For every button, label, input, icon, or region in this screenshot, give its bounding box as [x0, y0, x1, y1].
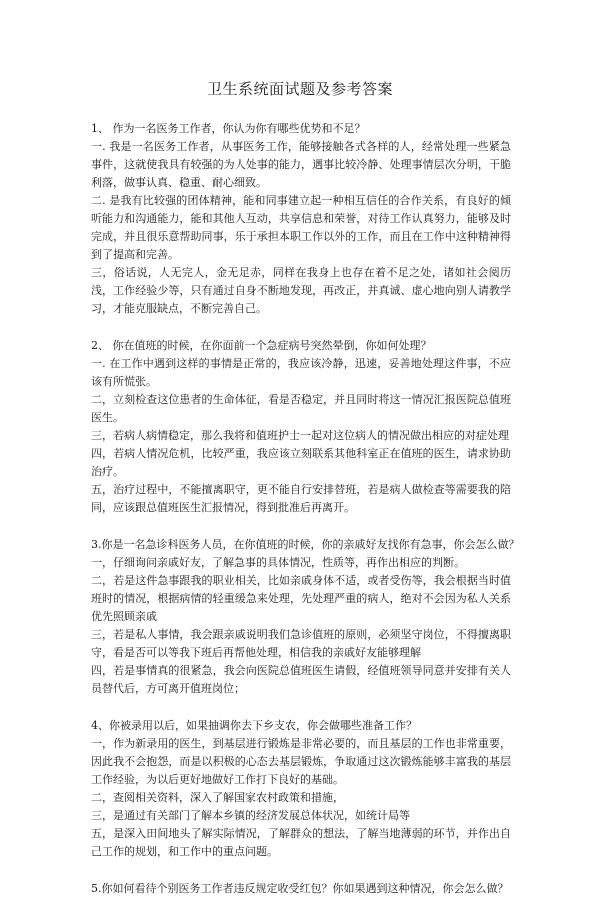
answer-paragraph: 三，俗话说，人无完人，金无足赤，同样在我身上也存在着不足之处，诸如社会阅历浅，工作经验少等，只有通过自身不断地发现，再改正，并真诚、虚心地向别人请教学习，才能克服缺点，不断完善自己。 — [91, 266, 511, 315]
document-title: 卫生系统面试题及参考答案 — [206, 80, 393, 98]
qa-section-3 — [91, 536, 520, 698]
answer-paragraph: 二，立刻检查这位患者的生命体征，看是否稳定，并且同时将这一情况汇报医院总值班医生。 — [91, 393, 511, 424]
answer-paragraph: 一，仔细询问亲戚好友，了解急事的具体情况，性质等，再作出相应的判断。 — [91, 556, 465, 569]
answer-paragraph: 一. 我是一名医务工作者，从事医务工作，能够接触各式各样的人，经常处理一些紧急事件，这就使我具有较强的为人处事的能力，遇事比较冷静、处理事情层次分明，干脆利落，做事认真、稳重、耐心细致。 — [91, 140, 511, 189]
qa-section-2 — [91, 337, 511, 517]
document-body — [91, 120, 520, 917]
answer-paragraph: 四，若是事情真的很紧急，我会向医院总值班医生请假，经值班领导同意并安排有关人员替代后，方可离开值班岗位； — [91, 664, 511, 695]
answer-paragraph: 三，是通过有关部门了解本乡镇的经济发展总体状况，如统计局等 — [91, 809, 410, 822]
answer-paragraph: 一. 在工作中遇到这样的事情是正常的，我应该冷静，迅速，妥善地处理这件事，不应该有所慌张。 — [91, 357, 511, 388]
question-5: 5.你如何看待个别医务工作者违反规定收受红包？你如果遇到这种情况，你会怎么做？ — [91, 882, 509, 895]
answer-paragraph: 五，是深入田间地头了解实际情况，了解群众的想法，了解当地薄弱的环节，并作出自己工作的规划，和工作中的重点问题。 — [91, 827, 511, 858]
qa-section-4 — [91, 717, 511, 861]
question-3: 3.你是一名急诊科医务人员，在你值班的时候，你的亲戚好友找你有急事，你会怎么做？ — [91, 538, 520, 551]
answer-paragraph: 二，若是这件急事跟我的职业相关，比如亲戚身体不适，或者受伤等，我会根据当时值班时的情况，根据病情的轻重缓急来处理，先处理严重的病人，绝对不会因为私人关系优先照顾亲戚 — [91, 574, 511, 623]
question-4: 4、你被录用以后，如果抽调你去下乡支农，你会做哪些准备工作？ — [91, 719, 417, 732]
answer-paragraph: 三，若是私人事情，我会跟亲戚说明我们急诊值班的原则，必须坚守岗位，不得擅离职守，看是否可以等我下班后再帮他处理，相信我的亲戚好友能够理解 — [91, 628, 511, 659]
question-2: 2、 你在值班的时候，在你面前一个急症病号突然晕倒，你如何处理？ — [91, 339, 432, 352]
qa-section-1 — [91, 120, 511, 318]
answer-paragraph: 一，作为新录用的医生，到基层进行锻炼是非常必要的，而且基层的工作也非常重要，因此我不会抱怨，而是以积极的心态去基层锻炼，争取通过这次锻炼能够丰富我的基层工作经验，为以后更好地做好工作打下良好的基础。 — [91, 737, 511, 786]
qa-section-5 — [91, 880, 511, 898]
answer-paragraph: 二. 是我有比较强的团体精神，能和同事建立起一种相互信任的合作关系，有良好的倾听能力和沟通能力，能和其他人互动，共享信息和荣誉，对待工作认真努力，能够及时完成，并且很乐意帮助同事，乐于承担本职工作以外的工作，而且在工作中这种精神得到了提高和完善。 — [91, 194, 511, 261]
question-1: 1、 作为一名医务工作者，你认为你有哪些优势和不足？ — [91, 122, 366, 135]
answer-paragraph: 二，查阅相关资料，深入了解国家农村政策和措施， — [91, 791, 344, 804]
answer-paragraph: 四，若病人情况危机，比较严重，我应该立刻联系其他科室正在值班的医生，请求协助治疗。 — [91, 447, 511, 478]
answer-paragraph: 三，若病人病情稳定，那么我将和值班护士一起对这位病人的情况做出相应的对症处理 — [91, 429, 509, 442]
answer-paragraph: 五，治疗过程中，不能擅离职守，更不能自行安排替班，若是病人做检查等需要我的陪同，应该跟总值班医生汇报情况，得到批准后再离开。 — [91, 483, 511, 514]
